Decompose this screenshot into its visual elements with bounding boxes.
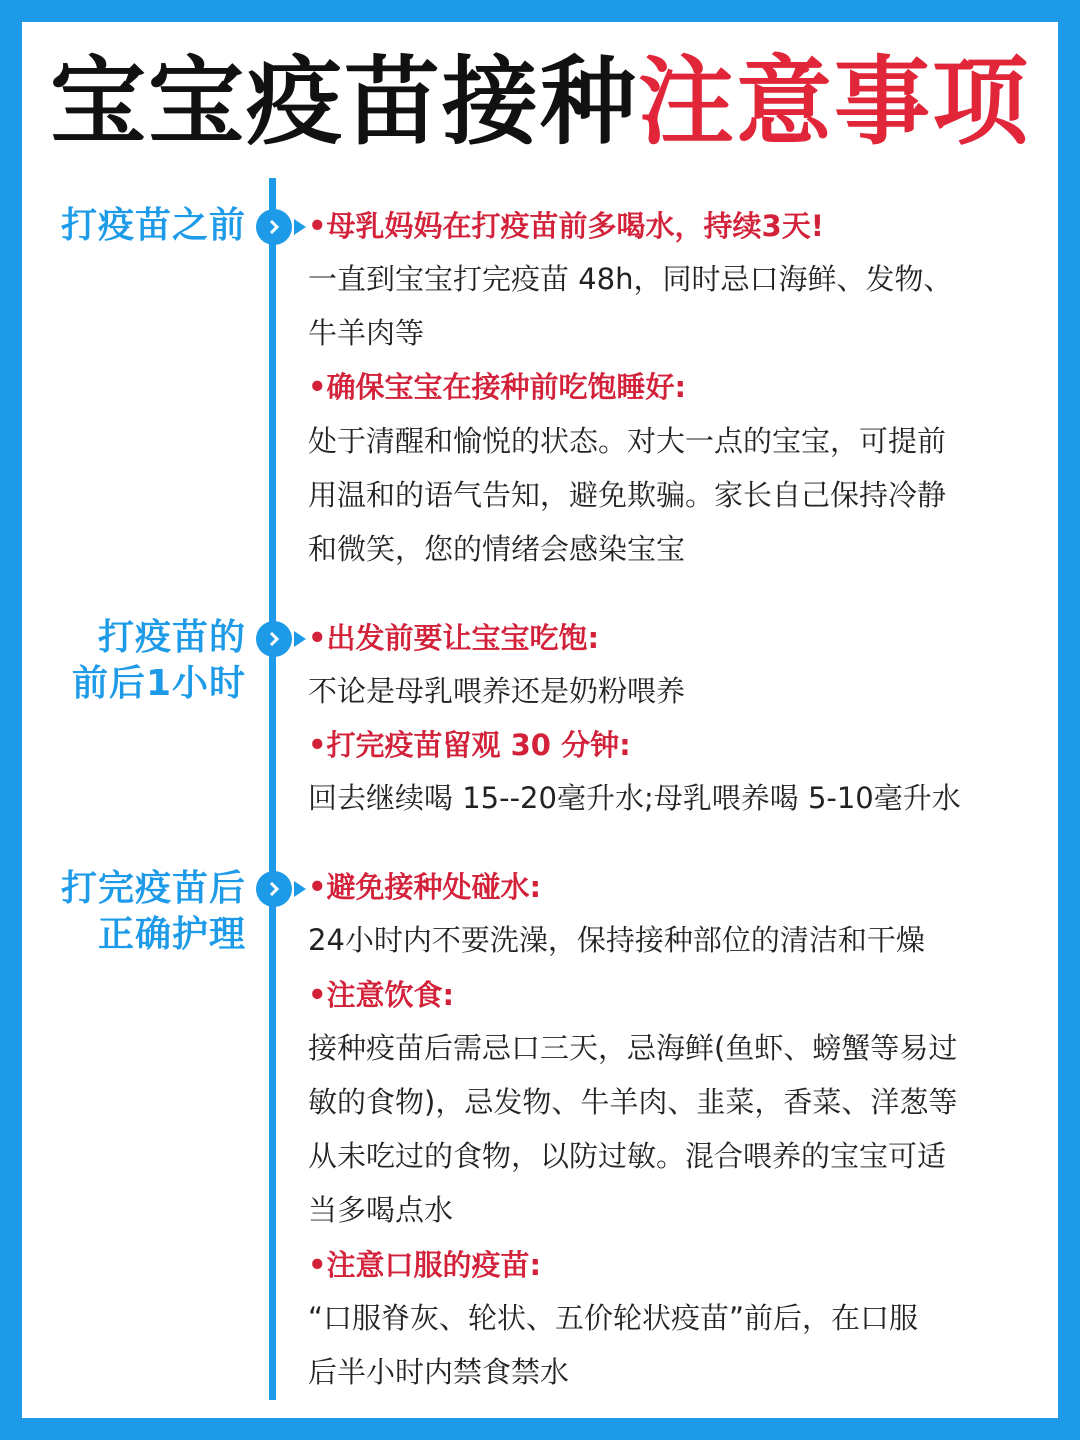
body-line: 牛羊肉等: [308, 316, 425, 350]
item-heading: •打完疫苗留观 30 分钟:: [308, 728, 631, 762]
item-heading: •注意口服的疫苗:: [308, 1248, 542, 1282]
item-body: [308, 1021, 1008, 1237]
body-line: 当多喝点水: [308, 1193, 454, 1227]
item-heading: •注意饮食:: [308, 978, 455, 1012]
section-label-line: 前后1小时: [71, 663, 246, 704]
item-heading: •母乳妈妈在打疫苗前多喝水，持续3天!: [308, 209, 824, 243]
body-line: 敏的食物)，忌发物、牛羊肉、韭菜，香菜、洋葱等: [308, 1085, 958, 1119]
body-line: 后半小时内禁食禁水: [308, 1355, 570, 1389]
body-line: 不论是母乳喂养还是奶粉喂养: [308, 674, 686, 708]
body-line: 接种疫苗后需忌口三天，忌海鲜(鱼虾、螃蟹等易过: [308, 1031, 958, 1065]
section-label-line: 正确护理: [97, 914, 246, 955]
section-label-after: [61, 866, 246, 958]
section-label-line: 打疫苗的: [97, 617, 246, 658]
body-line: 处于清醒和愉悦的状态。对大一点的宝宝，可提前: [308, 424, 947, 458]
section-label-1hour: [72, 615, 246, 707]
pointer-icon: [294, 631, 306, 647]
section-label-line: 打疫苗之前: [60, 205, 246, 246]
body-line: 24小时内不要洗澡，保持接种部位的清洁和干燥: [308, 923, 925, 957]
body-line: 回去继续喝 15--20毫升水;母乳喂养喝 5-10毫升水: [308, 781, 961, 815]
timeline-line: [269, 178, 276, 1400]
chevron-right-circle-icon: [256, 209, 292, 245]
item-heading: •出发前要让宝宝吃饱:: [308, 621, 600, 655]
item-body: [308, 664, 1008, 718]
page-title: [0, 42, 1080, 162]
body-line: “口服脊灰、轮状、五价轮状疫苗”前后，在口服: [308, 1301, 919, 1335]
pointer-icon: [294, 219, 306, 235]
chevron-right-circle-icon: [256, 621, 292, 657]
item-heading: •避免接种处碰水:: [308, 870, 542, 904]
item-body: [308, 1291, 1008, 1399]
body-line: 和微笑，您的情绪会感染宝宝: [308, 532, 686, 566]
title-part-red: 注意事项: [638, 46, 1030, 158]
section-label-before: [61, 203, 246, 249]
item-heading: •确保宝宝在接种前吃饱睡好:: [308, 370, 687, 404]
pointer-icon: [294, 881, 306, 897]
item-body: [308, 771, 1008, 825]
item-body: [308, 913, 1008, 967]
title-part-black: 宝宝疫苗接种: [50, 46, 638, 158]
item-body: [308, 252, 1008, 360]
item-body: [308, 414, 1008, 576]
section-label-line: 打完疫苗后: [60, 868, 246, 909]
body-line: 从未吃过的食物，以防过敏。混合喂养的宝宝可适: [308, 1139, 947, 1173]
body-line: 一直到宝宝打完疫苗 48h，同时忌口海鲜、发物、: [308, 262, 953, 296]
body-line: 用温和的语气告知，避免欺骗。家长自己保持冷静: [308, 478, 947, 512]
chevron-right-circle-icon: [256, 871, 292, 907]
